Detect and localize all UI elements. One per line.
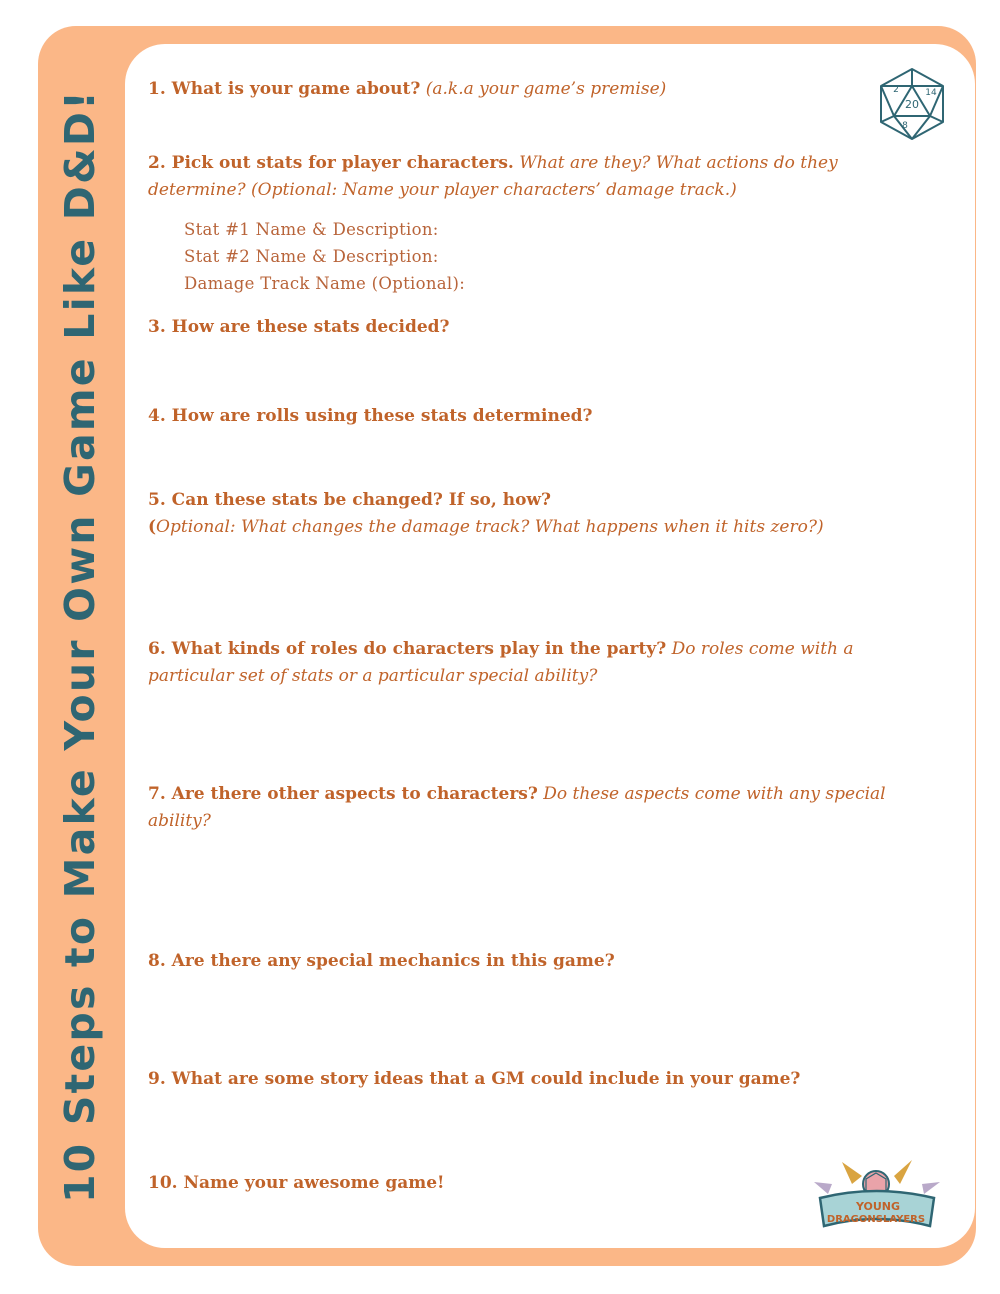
side-title: 10 Steps to Make Your Own Game Like D&D! (56, 88, 104, 1204)
question-5-paren: ( (148, 517, 157, 537)
question-1 (148, 76, 918, 103)
question-5-hint: Optional: What changes the damage track? What happens when it hits zero?) (156, 517, 824, 537)
stat-field: Stat #1 Name & Description: (184, 220, 439, 239)
question-2 (148, 150, 918, 204)
question-5 (148, 487, 918, 541)
question-2-hint: What are they? What actions do they determine? (Optional: Name your player characters’ damage track.) (148, 153, 838, 200)
question-5-heading: 5. Can these stats be changed? If so, how? (148, 490, 552, 510)
question-4 (148, 403, 918, 430)
question-3 (148, 314, 918, 341)
question-8-heading: 8. Are there any special mechanics in this game? (148, 951, 615, 971)
stat-field: Stat #2 Name & Description: (184, 247, 439, 266)
question-2-heading: 2. Pick out stats for player characters. (148, 153, 514, 173)
young-dragonslayers-logo (812, 1154, 942, 1236)
question-10 (148, 1170, 918, 1197)
question-8 (148, 948, 918, 975)
question-6 (148, 636, 918, 690)
logo-text-line1: YOUNG (855, 1200, 901, 1213)
question-10-heading: 10. Name your awesome game! (148, 1173, 445, 1193)
stat-field: Damage Track Name (Optional): (184, 274, 466, 293)
question-7-hint: Do these aspects come with any special ability? (148, 784, 886, 831)
die-number: 14 (925, 88, 937, 98)
question-1-hint: (a.k.a your game’s premise) (425, 79, 667, 99)
question-4-heading: 4. How are rolls using these stats determined? (148, 406, 593, 426)
question-7 (148, 781, 918, 835)
question-6-hint: Do roles come with a particular set of stats or a particular special ability? (148, 639, 854, 686)
question-3-heading: 3. How are these stats decided? (148, 317, 450, 337)
question-6-heading: 6. What kinds of roles do characters play in the party? (148, 639, 667, 659)
question-9 (148, 1066, 918, 1093)
question-1-heading: 1. What is your game about? (148, 79, 421, 99)
question-9-heading: 9. What are some story ideas that a GM could include in your game? (148, 1069, 801, 1089)
die-number: 20 (905, 98, 919, 111)
die-number: 2 (893, 85, 899, 95)
question-7-heading: 7. Are there other aspects to characters? (148, 784, 538, 804)
logo-text-line2: DRAGONSLAYERS (826, 1214, 926, 1225)
die-number: 8 (902, 121, 908, 131)
